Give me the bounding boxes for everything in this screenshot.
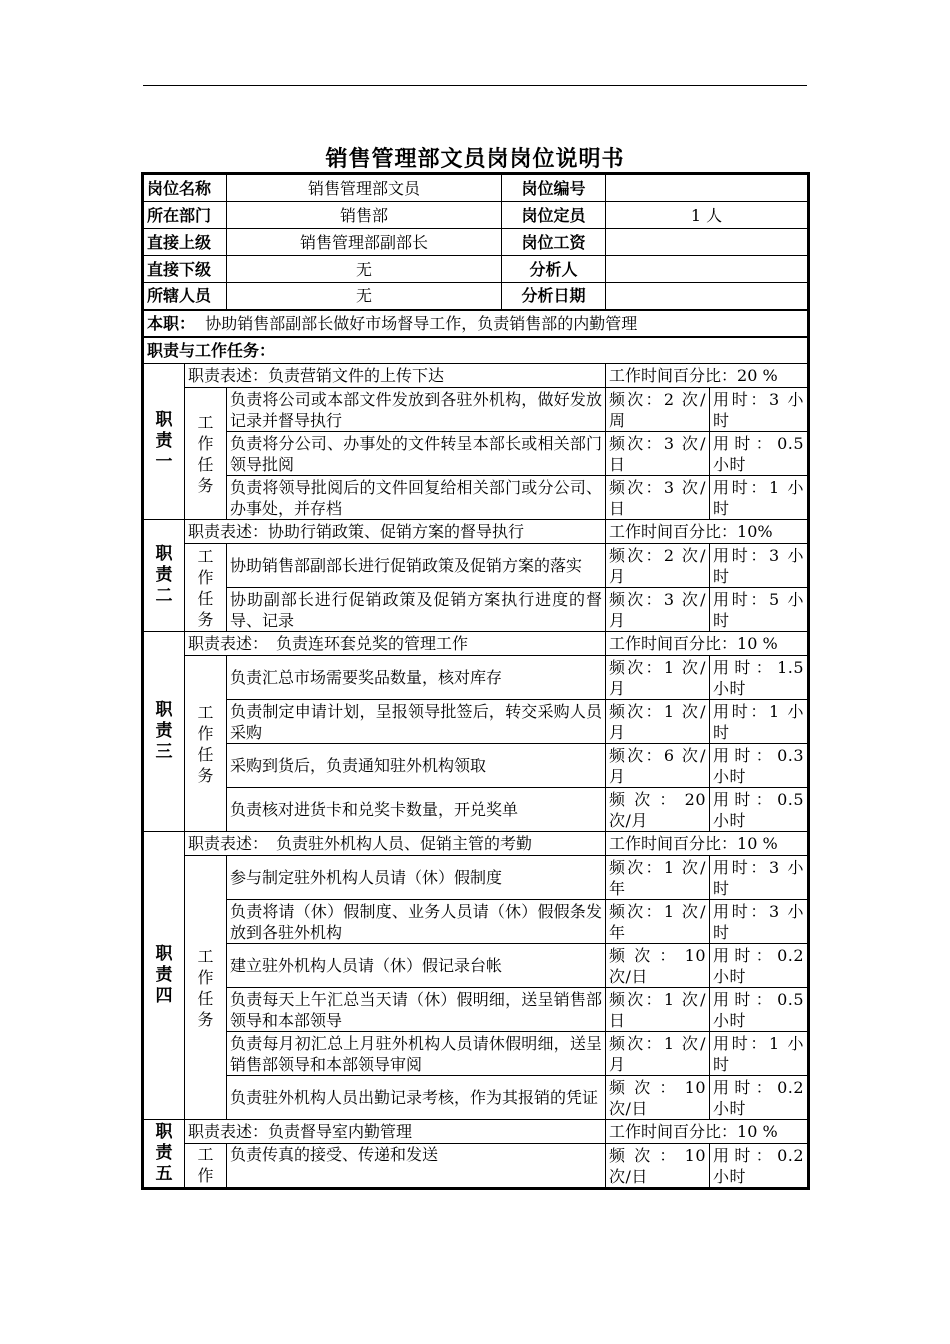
task-row [144,1076,808,1120]
task-frequency: 频次：20 次/月 [606,788,710,832]
subordinate-value: 无 [227,256,502,283]
work-task-label [185,656,227,832]
duty-statement-row [144,520,808,544]
task-hours: 用时：3 小时 [710,544,808,588]
task-row [144,588,808,632]
task-description: 负责将分公司、办事处的文件转呈本部长或相关部门领导批阅 [227,432,606,476]
task-description: 负责每月初汇总上月驻外机构人员请休假明细，送呈销售部领导和本部领导审阅 [227,1032,606,1076]
work-task-label-char: 务 [197,1009,214,1029]
duty-name [144,632,185,832]
task-description: 建立驻外机构人员请（休）假记录台帐 [227,944,606,988]
salary-value [606,229,808,256]
work-task-label-char: 任 [197,454,214,474]
task-frequency: 频次：1 次/月 [606,1032,710,1076]
task-hours: 用时：0.5 小时 [710,988,808,1032]
work-task-label-char: 工 [197,946,214,966]
task-row [144,432,808,476]
task-description: 负责传真的接受、传递和发送 [227,1144,606,1188]
work-task-label-char: 作 [197,967,214,987]
quota-label: 岗位定员 [502,202,606,229]
duty-name-char: 三 [155,742,173,762]
task-frequency: 频次：1 次/月 [606,656,710,700]
duty-name-char: 责 [155,431,173,451]
duty-statement: 职责表述：协助行销政策、促销方案的督导执行 [185,520,606,544]
duty-name-char: 五 [155,1164,173,1184]
task-description: 负责核对进货卡和兑奖卡数量，开兑奖单 [227,788,606,832]
task-row [144,944,808,988]
duty-name-char: 职 [155,1122,173,1142]
document-title: 销售管理部文员岗岗位说明书 [325,146,625,172]
task-frequency: 频次：1 次/日 [606,988,710,1032]
analysis-date-label: 分析日期 [502,283,606,310]
task-frequency: 频次：3 次/日 [606,476,710,520]
work-task-label-char: 作 [197,433,214,453]
duty-statement: 职责表述：负责督导室内勤管理 [185,1120,606,1144]
duty-time-percent: 工作时间百分比：20 % [606,364,808,388]
duty-name-char: 职 [155,944,173,964]
quota-value: 1 人 [606,202,808,229]
duty-name [144,520,185,632]
work-task-label [185,544,227,632]
work-task-label-char: 作 [197,1166,214,1185]
task-hours: 用时：1 小时 [710,700,808,744]
work-task-label [185,856,227,1120]
duty-statement: 职责表述：负责营销文件的上传下达 [185,364,606,388]
duty-name-char: 四 [155,986,173,1006]
task-hours: 用时：0.2 小时 [710,1144,808,1188]
work-task-label [185,1144,227,1188]
duty-name [144,1120,185,1188]
task-row [144,856,808,900]
duty-time-percent: 工作时间百分比：10 % [606,632,808,656]
task-frequency: 频次：2 次/月 [606,544,710,588]
analyst-value [606,256,808,283]
header-rule [143,85,807,86]
superior-label: 直接上级 [144,229,227,256]
task-row [144,1032,808,1076]
salary-label: 岗位工资 [502,229,606,256]
task-row [144,656,808,700]
task-row [144,788,808,832]
analysis-date-value [606,283,808,310]
duty-name-char: 二 [155,586,173,606]
duty-name-char: 责 [155,965,173,985]
task-frequency: 频次：1 次/月 [606,700,710,744]
task-hours: 用时：3 小时 [710,856,808,900]
task-description: 采购到货后，负责通知驻外机构领取 [227,744,606,788]
task-description: 协助副部长进行促销政策及促销方案执行进度的督导、记录 [227,588,606,632]
position-name-label: 岗位名称 [144,175,227,202]
task-description: 负责将领导批阅后的文件回复给相关部门或分公司、办事处，并存档 [227,476,606,520]
duty-time-percent: 工作时间百分比：10% [606,520,808,544]
task-row [144,700,808,744]
task-frequency: 频次：1 次/年 [606,856,710,900]
job-description-table [143,174,808,1188]
duty-name-char: 职 [155,544,173,564]
task-frequency: 频次：6 次/月 [606,744,710,788]
position-no-value [606,175,808,202]
task-description: 负责汇总市场需要奖品数量，核对库存 [227,656,606,700]
row-superior [144,229,808,256]
row-summary [144,310,808,337]
dept-label: 所在部门 [144,202,227,229]
duty-statement-row [144,632,808,656]
work-task-label-char: 作 [197,567,214,587]
work-task-label [185,388,227,520]
duty-time-percent: 工作时间百分比：10 % [606,1120,808,1144]
work-task-label-char: 工 [197,546,214,566]
task-row [144,900,808,944]
work-task-label-char: 任 [197,588,214,608]
subordinate-label: 直接下级 [144,256,227,283]
task-hours: 用时：3 小时 [710,900,808,944]
task-hours: 用时：1 小时 [710,476,808,520]
task-row [144,1144,808,1188]
task-description: 负责每天上午汇总当天请（休）假明细，送呈销售部领导和本部领导 [227,988,606,1032]
duty-name-char: 责 [155,565,173,585]
task-hours: 用时：0.5 小时 [710,432,808,476]
superior-value: 销售管理部副部长 [227,229,502,256]
dept-value: 销售部 [227,202,502,229]
duty-name [144,364,185,520]
duty-statement: 职责表述： 负责连环套兑奖的管理工作 [185,632,606,656]
work-task-label-char: 任 [197,744,214,764]
summary-text: 协助销售部副部长做好市场督导工作，负责销售部的内勤管理 [205,313,638,333]
task-frequency: 频次：3 次/日 [606,432,710,476]
task-description: 负责将公司或本部文件发放到各驻外机构，做好发放记录并督导执行 [227,388,606,432]
task-description: 负责驻外机构人员出勤记录考核，作为其报销的凭证 [227,1076,606,1120]
duty-time-percent: 工作时间百分比：10 % [606,832,808,856]
analyst-label: 分析人 [502,256,606,283]
task-hours: 用时：5 小时 [710,588,808,632]
staff-value: 无 [227,283,502,310]
summary-cell [144,310,808,337]
row-department [144,202,808,229]
task-row [144,388,808,432]
duty-name [144,832,185,1120]
work-task-label-char: 作 [197,723,214,743]
task-hours: 用时：0.5 小时 [710,788,808,832]
duty-statement-row [144,832,808,856]
task-frequency: 频次：10 次/日 [606,1144,710,1188]
task-frequency: 频次：10 次/日 [606,944,710,988]
duty-statement-row [144,1120,808,1144]
row-staff [144,283,808,310]
staff-label: 所辖人员 [144,283,227,310]
work-task-label-char: 务 [197,609,214,629]
task-hours: 用时：1.5 小时 [710,656,808,700]
task-row [144,476,808,520]
task-frequency: 频次：2 次/周 [606,388,710,432]
duty-name-char: 职 [155,700,173,720]
task-hours: 用时：0.3 小时 [710,744,808,788]
work-task-label-char: 务 [197,765,214,785]
summary-label: 本职： [147,313,196,333]
task-row [144,988,808,1032]
task-description: 负责将请（休）假制度、业务人员请（休）假假条发放到各驻外机构 [227,900,606,944]
duty-name-char: 责 [155,721,173,741]
task-frequency: 频次：1 次/年 [606,900,710,944]
task-hours: 用时：0.2 小时 [710,944,808,988]
row-subordinate [144,256,808,283]
work-task-label-char: 任 [197,988,214,1008]
position-no-label: 岗位编号 [502,175,606,202]
work-task-label-char: 务 [197,475,214,495]
row-duties-heading [144,337,808,364]
task-frequency: 频次：3 次/月 [606,588,710,632]
task-description: 协助销售部副部长进行促销政策及促销方案的落实 [227,544,606,588]
task-description: 参与制定驻外机构人员请（休）假制度 [227,856,606,900]
duty-name-char: 责 [155,1143,173,1163]
work-task-label-char: 工 [197,412,214,432]
duty-name-char: 职 [155,410,173,430]
duty-statement-row [144,364,808,388]
task-row [144,544,808,588]
duties-heading: 职责与工作任务： [144,337,808,364]
task-description: 负责制定申请计划，呈报领导批签后，转交采购人员采购 [227,700,606,744]
task-row [144,744,808,788]
task-frequency: 频次：10 次/日 [606,1076,710,1120]
task-hours: 用时：3 小时 [710,388,808,432]
task-hours: 用时：1 小时 [710,1032,808,1076]
work-task-label-char: 工 [197,702,214,722]
row-position-name [144,175,808,202]
duty-name-char: 一 [155,452,173,472]
work-task-label-char: 工 [197,1145,214,1164]
position-name-value: 销售管理部文员 [227,175,502,202]
duty-statement: 职责表述： 负责驻外机构人员、促销主管的考勤 [185,832,606,856]
task-hours: 用时：0.2 小时 [710,1076,808,1120]
